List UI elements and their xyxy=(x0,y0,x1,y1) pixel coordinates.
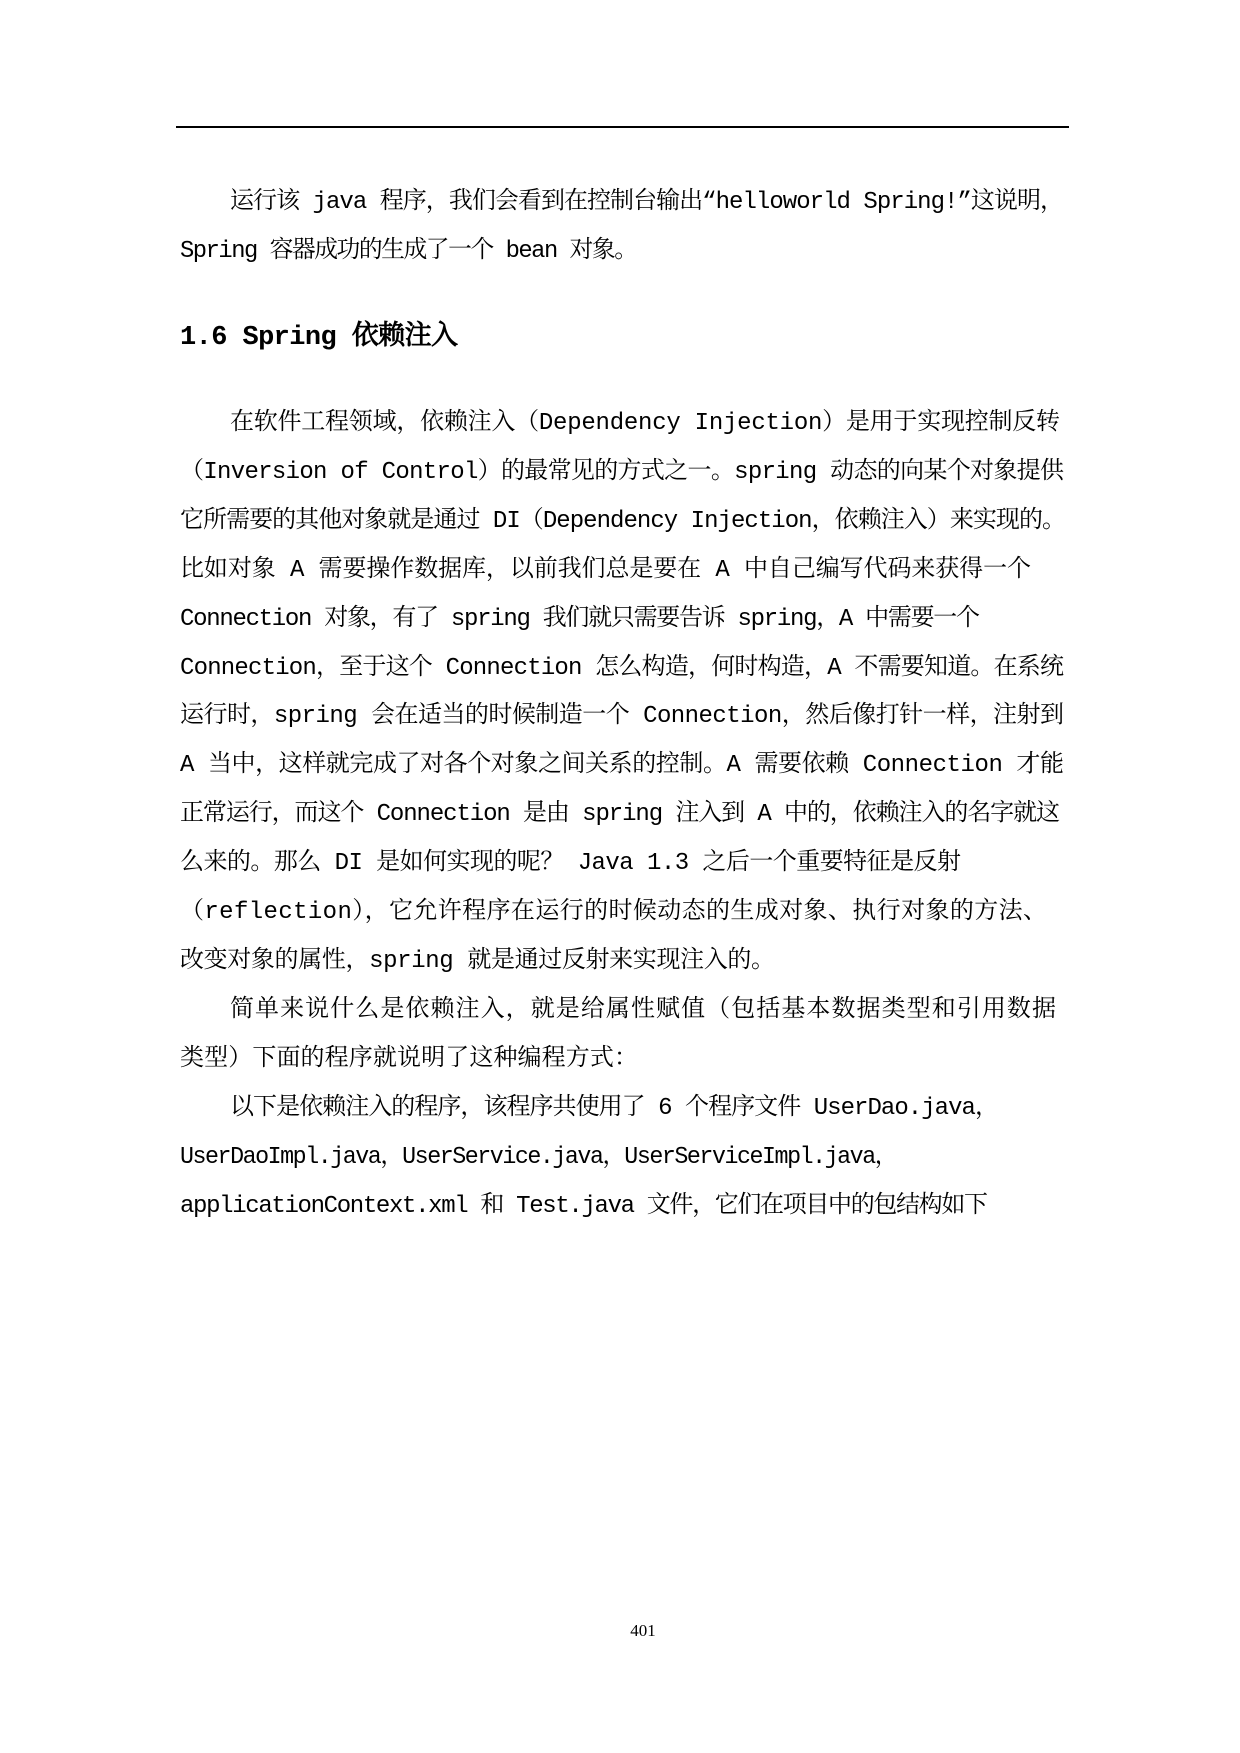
paragraph-line: （Inversion of Control）的最常见的方式之一。spring 动态的向某个对象提供 xyxy=(180,459,1064,486)
paragraph-line: 么来的。那么 DI 是如何实现的呢？ Java 1.3 之后一个重要特征是反射 xyxy=(180,850,961,877)
paragraph-line: applicationContext.xml 和 Test.java 文件，它们在项目中的包结构如下 xyxy=(180,1193,987,1220)
paragraph-line: 运行该 java 程序，我们会看到在控制台输出“helloworld Spring!”这说明， xyxy=(230,189,1064,216)
paragraph-line: UserDaoImpl.java，UserService.java，UserServiceImpl.java， xyxy=(180,1144,897,1171)
paragraph-line: 类型）下面的程序就说明了这种编程方式： xyxy=(180,1046,639,1073)
paragraph-line: 以下是依赖注入的程序，该程序共使用了 6 个程序文件 UserDao.java， xyxy=(230,1095,999,1122)
paragraph-line: A 当中，这样就完成了对各个对象之间关系的控制。A 需要依赖 Connection 才能 xyxy=(180,752,1064,779)
paragraph-line: 正常运行，而这个 Connection 是由 spring 注入到 A 中的，依赖注入的名字就这 xyxy=(180,801,1059,828)
paragraph-line: Connection 对象，有了 spring 我们就只需要告诉 spring，A 中需要一个 xyxy=(180,606,979,633)
section-heading: 1.6 Spring 依赖注入 xyxy=(180,323,458,353)
paragraph-line: 在软件工程领域，依赖注入（Dependency Injection）是用于实现控制反转 xyxy=(230,410,1060,437)
paragraph-line: 它所需要的其他对象就是通过 DI（Dependency Injection，依赖注入）来实现的。 xyxy=(180,508,1066,535)
paragraph-line: Spring 容器成功的生成了一个 bean 对象。 xyxy=(180,238,637,265)
header-rule xyxy=(176,126,1069,128)
paragraph-line: Connection，至于这个 Connection 怎么构造，何时构造，A 不需要知道。在系统 xyxy=(180,655,1064,682)
paragraph-line: （reflection），它允许程序在运行的时候动态的生成对象、执行对象的方法、 xyxy=(180,899,1048,926)
paragraph-line: 比如对象 A 需要操作数据库，以前我们总是要在 A 中自己编写代码来获得一个 xyxy=(180,557,1031,584)
paragraph-line: 简单来说什么是依赖注入，就是给属性赋值（包括基本数据类型和引用数据 xyxy=(230,997,1058,1024)
paragraph-line: 运行时，spring 会在适当的时候制造一个 Connection，然后像打针一样，注射到 xyxy=(180,703,1064,730)
paragraph-line: 改变对象的属性，spring 就是通过反射来实现注入的。 xyxy=(180,948,775,975)
page-number: 401 xyxy=(630,1621,656,1640)
